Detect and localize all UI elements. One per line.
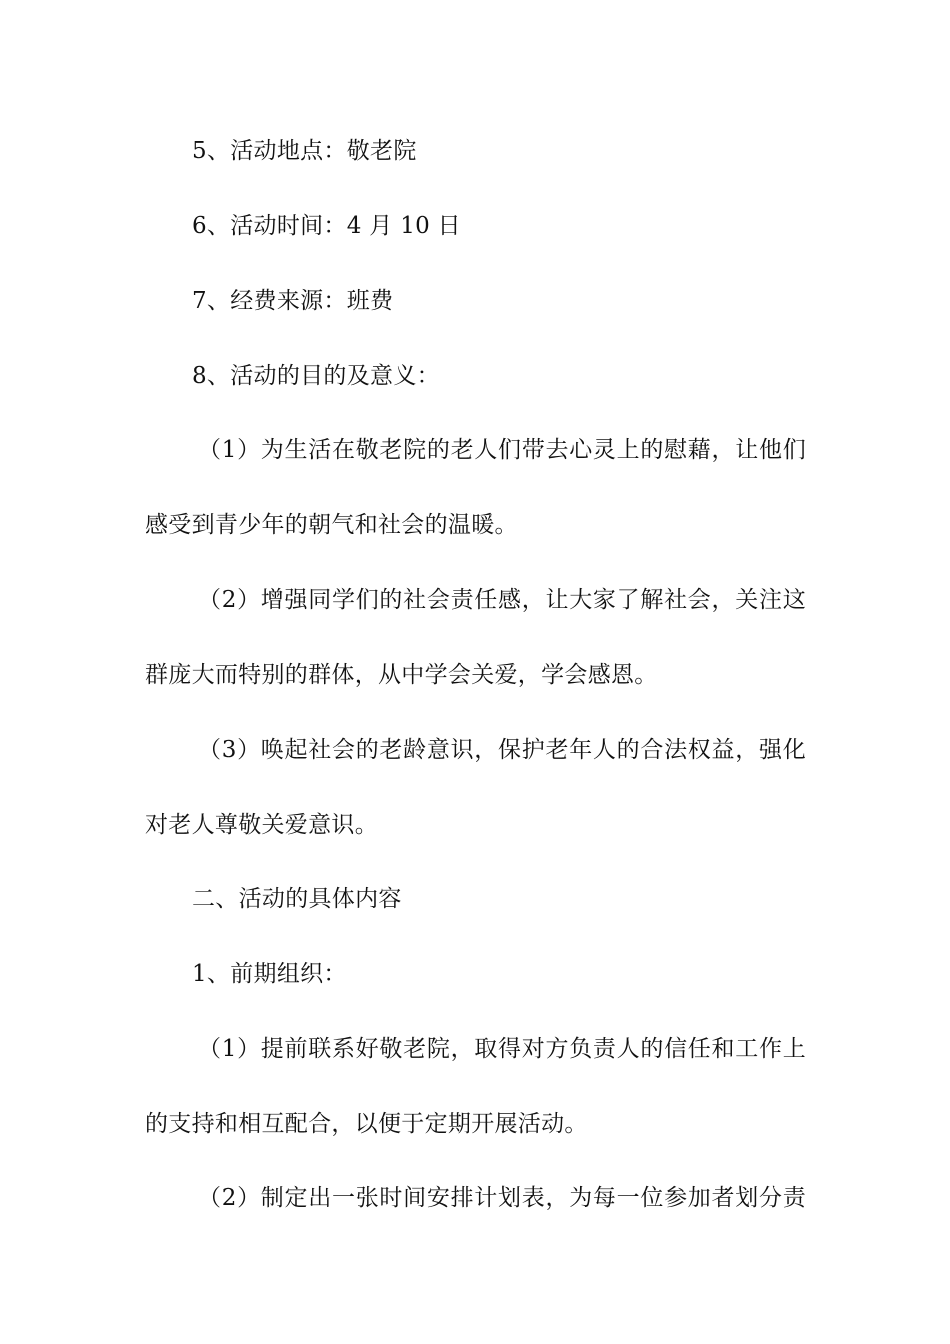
purpose-2-line-2: 群庞大而特别的群体，从中学会关爱，学会感恩。 — [145, 662, 658, 688]
item-funding-source: 7、经费来源：班费 — [192, 288, 394, 314]
purpose-3-line-2: 对老人尊敬关爱意识。 — [145, 812, 378, 838]
purpose-3-line-1: （3）唤起社会的老龄意识，保护老年人的合法权益，强化 — [198, 737, 806, 763]
prelim-2-line-1: （2）制定出一张时间安排计划表，为每一位参加者划分责 — [198, 1185, 806, 1211]
purpose-1-line-2: 感受到青少年的朝气和社会的温暖。 — [145, 512, 518, 538]
item-activity-location: 5、活动地点：敬老院 — [192, 138, 417, 164]
purpose-1-line-1: （1）为生活在敬老院的老人们带去心灵上的慰藉，让他们 — [198, 437, 806, 463]
section-heading-activity-content: 二、活动的具体内容 — [192, 886, 402, 912]
item-preliminary-organization: 1、前期组织： — [192, 961, 347, 987]
purpose-2-line-1: （2）增强同学们的社会责任感，让大家了解社会，关注这 — [198, 587, 806, 613]
item-activity-time: 6、活动时间：4 月 10 日 — [192, 213, 461, 239]
prelim-1-line-2: 的支持和相互配合，以便于定期开展活动。 — [145, 1111, 588, 1137]
prelim-1-line-1: （1）提前联系好敬老院，取得对方负责人的信任和工作上 — [198, 1036, 806, 1062]
item-purpose-heading: 8、活动的目的及意义： — [192, 363, 440, 389]
